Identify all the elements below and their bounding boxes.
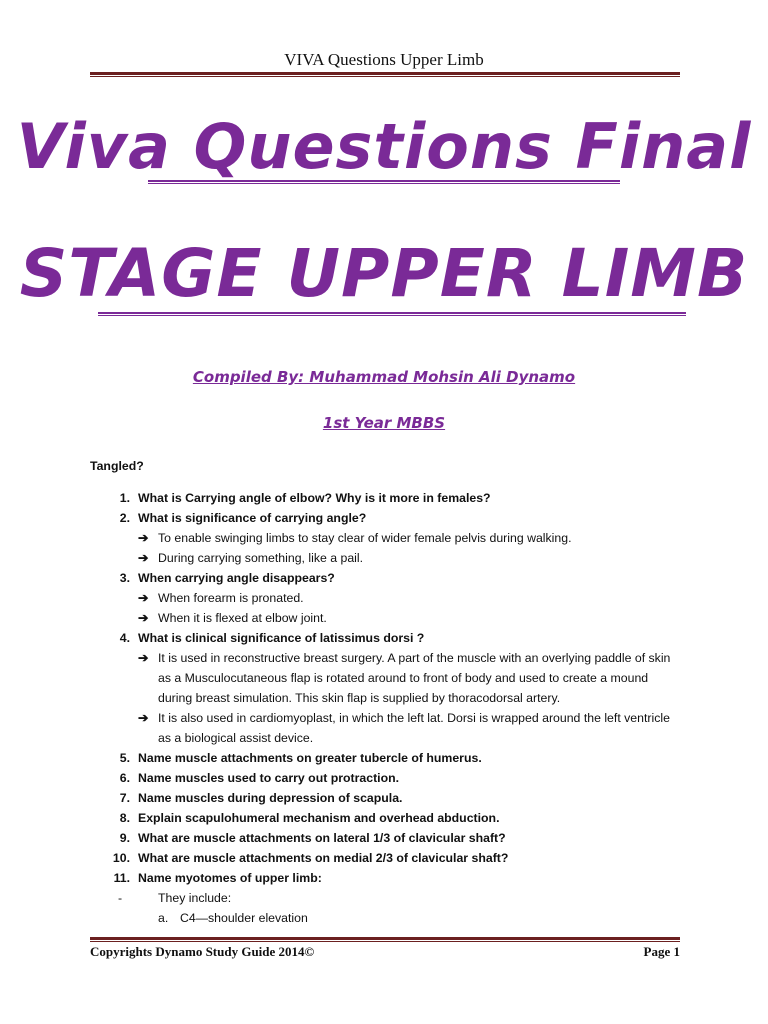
header-rule [90,72,680,77]
answer-text: It is also used in cardiomyoplast, in which the left lat. Dorsi is wrapped around the left ventricle as a biological assist device. [158,711,670,745]
answer-text: When it is flexed at elbow joint. [158,611,327,625]
question-number: 2. [119,511,130,525]
sub-text: C4—shoulder elevation [180,911,308,925]
answer-item [90,648,680,708]
intro-heading: Tangled? [90,459,144,473]
question-number: 11. [113,871,130,885]
question-item [90,508,680,528]
question-item [90,868,680,888]
question-list [90,456,680,928]
question-text: What are muscle attachments on medial 2/3 of clavicular shaft? [138,851,509,865]
arrow-icon: ➔ [138,531,149,545]
dash-marker: - [118,891,123,905]
question-number: 9. [119,831,130,845]
question-number: 7. [119,791,130,805]
question-text: What is significance of carrying angle? [138,511,367,525]
question-text: Name muscles used to carry out protraction. [138,771,400,785]
main-title-line2: STAGE UPPER LIMB [19,235,749,312]
question-number: 8. [119,811,130,825]
question-item [90,828,680,848]
arrow-icon: ➔ [138,711,149,725]
answer-text: During carrying something, like a pail. [158,551,364,565]
question-item [90,788,680,808]
answer-item [90,548,680,568]
question-text: What are muscle attachments on lateral 1/3 of clavicular shaft? [138,831,506,845]
answer-text: To enable swinging limbs to stay clear of wider female pelvis during walking. [158,531,572,545]
answer-item [90,528,680,548]
question-number: 1. [119,491,130,505]
question-item [90,808,680,828]
question-text: Explain scapulohumeral mechanism and overhead abduction. [138,811,500,825]
footer-rule [90,937,680,942]
arrow-icon: ➔ [138,651,149,665]
dash-text: They include: [158,891,232,905]
main-title-line1: Viva Questions Final [16,110,752,183]
running-header: VIVA Questions Upper Limb [284,50,484,69]
question-item [90,748,680,768]
question-item [90,768,680,788]
question-item [90,628,680,648]
page-number: Page 1 [643,944,680,959]
sub-item [90,908,680,928]
answer-text: When forearm is pronated. [158,591,304,605]
question-number: 5. [119,751,130,765]
compiled-by: Compiled By: Muhammad Mohsin Ali Dynamo [192,368,576,386]
question-item [90,568,680,588]
dash-item [90,888,680,908]
arrow-icon: ➔ [138,551,149,565]
question-item [90,488,680,508]
copyright-text: Copyrights Dynamo Study Guide 2014© [90,944,315,959]
question-text: When carrying angle disappears? [138,571,335,585]
title-underline-2 [98,312,686,316]
question-number: 3. [119,571,130,585]
question-number: 6. [119,771,130,785]
sub-marker: a. [158,911,169,925]
question-number: 4. [119,631,130,645]
question-text: Name muscles during depression of scapula. [138,791,403,805]
question-text: Name myotomes of upper limb: [138,871,322,885]
items-container [90,488,680,888]
question-item [90,848,680,868]
answer-item [90,588,680,608]
question-text: What is Carrying angle of elbow? Why is it more in females? [138,491,491,505]
question-text: What is clinical significance of latissimus dorsi ? [138,631,425,645]
question-number: 10. [112,851,130,865]
answer-text: It is used in reconstructive breast surgery. A part of the muscle with an overlying paddle of skin as a Musculocutaneous flap is rotated around to front of body and used to create a mound during breast simulation. This skin flap is supplied by thoracodorsal artery. [158,651,671,705]
arrow-icon: ➔ [138,611,149,625]
footer [90,944,680,960]
answer-item [90,708,680,748]
question-text: Name muscle attachments on greater tubercle of humerus. [138,751,482,765]
answer-item [90,608,680,628]
year-label: 1st Year MBBS [322,414,446,432]
title-underline-1 [148,180,620,184]
arrow-icon: ➔ [138,591,149,605]
